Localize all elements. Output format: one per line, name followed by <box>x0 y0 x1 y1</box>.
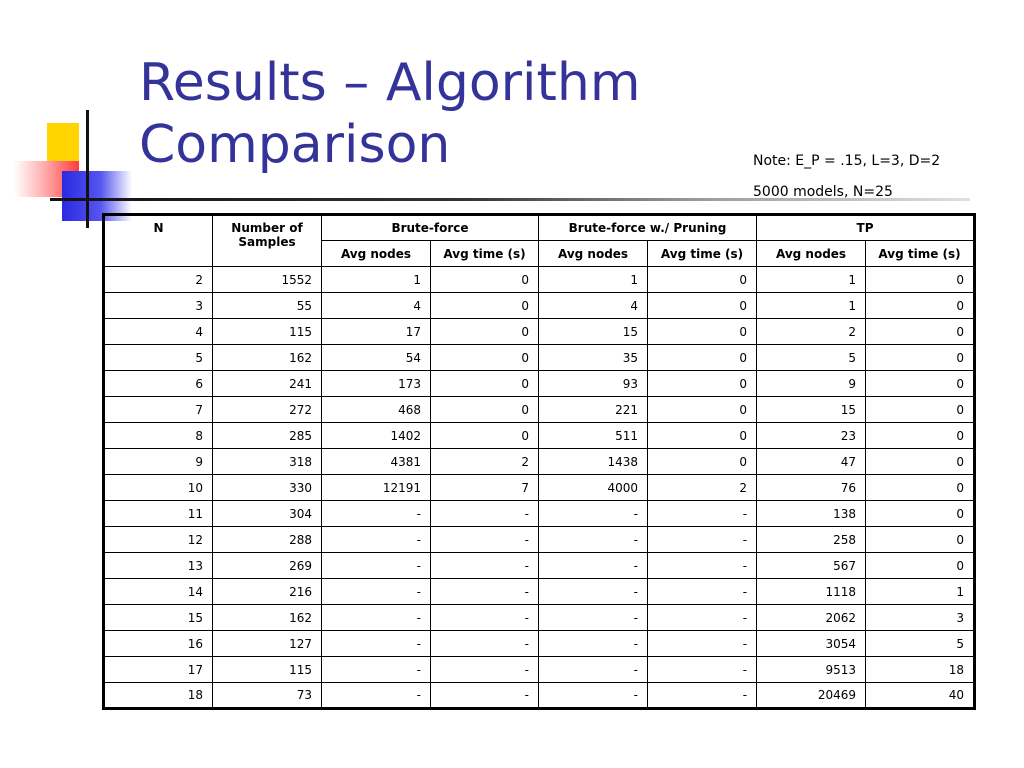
cell-n: 9 <box>104 449 213 475</box>
table-row <box>104 449 975 475</box>
cell-samples: 73 <box>213 683 322 709</box>
cell-tp-avg-time: 0 <box>866 267 975 293</box>
cell-tp-avg-nodes: 9 <box>757 371 866 397</box>
cell-n: 16 <box>104 631 213 657</box>
table-row <box>104 631 975 657</box>
header-n: N <box>104 215 213 267</box>
subheader-tp-avg-nodes: Avg nodes <box>757 241 866 267</box>
cell-n: 15 <box>104 605 213 631</box>
cell-bfp-avg-nodes: - <box>539 683 648 709</box>
cell-samples: 127 <box>213 631 322 657</box>
cell-bf-avg-time: - <box>431 527 539 553</box>
cell-tp-avg-nodes: 1118 <box>757 579 866 605</box>
cell-bf-avg-time: - <box>431 605 539 631</box>
cell-n: 5 <box>104 345 213 371</box>
slide-title <box>139 52 641 176</box>
cell-bfp-avg-time: 0 <box>648 423 757 449</box>
cell-samples: 269 <box>213 553 322 579</box>
cell-bfp-avg-nodes: - <box>539 657 648 683</box>
cell-bfp-avg-nodes: - <box>539 527 648 553</box>
subheader-bfp-avg-nodes: Avg nodes <box>539 241 648 267</box>
cell-bfp-avg-time: 0 <box>648 319 757 345</box>
subheader-bf-avg-time: Avg time (s) <box>431 241 539 267</box>
cell-tp-avg-nodes: 23 <box>757 423 866 449</box>
results-table-body <box>104 267 975 709</box>
cell-n: 14 <box>104 579 213 605</box>
cell-bfp-avg-time: - <box>648 631 757 657</box>
cell-n: 8 <box>104 423 213 449</box>
cell-samples: 162 <box>213 345 322 371</box>
table-row <box>104 371 975 397</box>
cell-samples: 318 <box>213 449 322 475</box>
cell-tp-avg-time: 5 <box>866 631 975 657</box>
cell-samples: 115 <box>213 657 322 683</box>
cell-n: 10 <box>104 475 213 501</box>
cell-bf-avg-time: 2 <box>431 449 539 475</box>
cell-n: 18 <box>104 683 213 709</box>
header-group-tp: TP <box>757 215 975 241</box>
cell-bfp-avg-nodes: 35 <box>539 345 648 371</box>
table-row <box>104 579 975 605</box>
cell-bfp-avg-time: 0 <box>648 267 757 293</box>
subheader-bf-avg-nodes: Avg nodes <box>322 241 431 267</box>
cell-tp-avg-time: 0 <box>866 449 975 475</box>
table-row <box>104 423 975 449</box>
cell-n: 3 <box>104 293 213 319</box>
cell-bf-avg-time: - <box>431 631 539 657</box>
cell-tp-avg-nodes: 258 <box>757 527 866 553</box>
cell-tp-avg-time: 0 <box>866 293 975 319</box>
cell-bfp-avg-time: - <box>648 501 757 527</box>
cell-tp-avg-nodes: 15 <box>757 397 866 423</box>
cell-samples: 330 <box>213 475 322 501</box>
table-row <box>104 267 975 293</box>
results-table <box>102 213 976 710</box>
cell-bfp-avg-time: - <box>648 553 757 579</box>
cell-bf-avg-nodes: - <box>322 579 431 605</box>
header-group-brute-force: Brute-force <box>322 215 539 241</box>
cell-samples: 304 <box>213 501 322 527</box>
note-models: 5000 models, N=25 <box>753 184 893 200</box>
cell-tp-avg-nodes: 567 <box>757 553 866 579</box>
cell-tp-avg-nodes: 3054 <box>757 631 866 657</box>
cell-bf-avg-time: 0 <box>431 371 539 397</box>
cell-n: 6 <box>104 371 213 397</box>
cell-bf-avg-nodes: - <box>322 631 431 657</box>
cell-samples: 216 <box>213 579 322 605</box>
table-row <box>104 605 975 631</box>
cell-tp-avg-nodes: 1 <box>757 293 866 319</box>
cell-bfp-avg-time: - <box>648 527 757 553</box>
table-row <box>104 475 975 501</box>
header-row-groups <box>104 215 975 241</box>
cell-tp-avg-nodes: 2062 <box>757 605 866 631</box>
cell-tp-avg-time: 0 <box>866 553 975 579</box>
cell-samples: 162 <box>213 605 322 631</box>
cell-bfp-avg-time: 0 <box>648 345 757 371</box>
table-row <box>104 657 975 683</box>
cell-bf-avg-time: - <box>431 683 539 709</box>
cell-tp-avg-time: 18 <box>866 657 975 683</box>
cell-bf-avg-time: 0 <box>431 345 539 371</box>
cell-bf-avg-nodes: 12191 <box>322 475 431 501</box>
cell-tp-avg-nodes: 1 <box>757 267 866 293</box>
cell-n: 17 <box>104 657 213 683</box>
cell-tp-avg-time: 0 <box>866 397 975 423</box>
cell-bfp-avg-time: - <box>648 579 757 605</box>
table-row <box>104 293 975 319</box>
cell-n: 4 <box>104 319 213 345</box>
cell-tp-avg-nodes: 2 <box>757 319 866 345</box>
cell-tp-avg-time: 3 <box>866 605 975 631</box>
cell-tp-avg-time: 0 <box>866 423 975 449</box>
subheader-tp-avg-time: Avg time (s) <box>866 241 975 267</box>
cell-bfp-avg-nodes: - <box>539 631 648 657</box>
cell-tp-avg-time: 0 <box>866 501 975 527</box>
cell-bf-avg-time: 0 <box>431 423 539 449</box>
cell-n: 12 <box>104 527 213 553</box>
cell-bfp-avg-nodes: - <box>539 605 648 631</box>
decor-yellow-square <box>47 123 79 161</box>
cell-bf-avg-nodes: 54 <box>322 345 431 371</box>
cell-bf-avg-nodes: - <box>322 553 431 579</box>
decor-vertical-line <box>86 110 89 228</box>
cell-bfp-avg-nodes: 511 <box>539 423 648 449</box>
cell-bfp-avg-time: 0 <box>648 371 757 397</box>
cell-samples: 288 <box>213 527 322 553</box>
cell-bf-avg-nodes: 173 <box>322 371 431 397</box>
table-row <box>104 501 975 527</box>
cell-bfp-avg-nodes: - <box>539 553 648 579</box>
cell-bfp-avg-nodes: - <box>539 579 648 605</box>
cell-tp-avg-nodes: 20469 <box>757 683 866 709</box>
cell-bfp-avg-time: 0 <box>648 449 757 475</box>
cell-bf-avg-nodes: 4 <box>322 293 431 319</box>
cell-bfp-avg-nodes: 93 <box>539 371 648 397</box>
table-row <box>104 345 975 371</box>
cell-bfp-avg-time: 0 <box>648 397 757 423</box>
cell-bfp-avg-nodes: - <box>539 501 648 527</box>
cell-bf-avg-nodes: 4381 <box>322 449 431 475</box>
cell-bf-avg-nodes: - <box>322 527 431 553</box>
slide-title-line1: Results – Algorithm <box>139 53 641 113</box>
cell-samples: 55 <box>213 293 322 319</box>
cell-tp-avg-nodes: 47 <box>757 449 866 475</box>
cell-tp-avg-time: 1 <box>866 579 975 605</box>
cell-tp-avg-nodes: 5 <box>757 345 866 371</box>
cell-bf-avg-time: 7 <box>431 475 539 501</box>
cell-bf-avg-nodes: - <box>322 657 431 683</box>
cell-bf-avg-time: - <box>431 579 539 605</box>
cell-bfp-avg-time: 0 <box>648 293 757 319</box>
cell-bf-avg-nodes: 1402 <box>322 423 431 449</box>
cell-bfp-avg-nodes: 1 <box>539 267 648 293</box>
header-group-brute-force-pruning: Brute-force w./ Pruning <box>539 215 757 241</box>
header-number-of-samples: Number of Samples <box>213 215 322 267</box>
cell-bf-avg-nodes: 1 <box>322 267 431 293</box>
note-parameters: Note: E_P = .15, L=3, D=2 <box>753 153 941 169</box>
cell-bfp-avg-time: - <box>648 683 757 709</box>
cell-samples: 1552 <box>213 267 322 293</box>
cell-bf-avg-nodes: - <box>322 501 431 527</box>
cell-samples: 285 <box>213 423 322 449</box>
cell-bf-avg-time: 0 <box>431 397 539 423</box>
cell-bf-avg-nodes: - <box>322 605 431 631</box>
table-row <box>104 683 975 709</box>
cell-bf-avg-time: - <box>431 657 539 683</box>
cell-bfp-avg-nodes: 15 <box>539 319 648 345</box>
cell-n: 11 <box>104 501 213 527</box>
cell-n: 13 <box>104 553 213 579</box>
cell-n: 7 <box>104 397 213 423</box>
cell-n: 2 <box>104 267 213 293</box>
cell-bfp-avg-time: - <box>648 605 757 631</box>
cell-bf-avg-nodes: - <box>322 683 431 709</box>
cell-tp-avg-time: 0 <box>866 319 975 345</box>
cell-samples: 272 <box>213 397 322 423</box>
cell-bf-avg-nodes: 17 <box>322 319 431 345</box>
cell-bfp-avg-time: - <box>648 657 757 683</box>
slide-title-line2: Comparison <box>139 115 451 175</box>
cell-samples: 115 <box>213 319 322 345</box>
cell-bf-avg-time: 0 <box>431 319 539 345</box>
cell-tp-avg-time: 0 <box>866 345 975 371</box>
subheader-bfp-avg-time: Avg time (s) <box>648 241 757 267</box>
table-row <box>104 397 975 423</box>
cell-tp-avg-nodes: 9513 <box>757 657 866 683</box>
cell-tp-avg-nodes: 138 <box>757 501 866 527</box>
table-row <box>104 553 975 579</box>
cell-bf-avg-nodes: 468 <box>322 397 431 423</box>
cell-bfp-avg-nodes: 4 <box>539 293 648 319</box>
cell-tp-avg-nodes: 76 <box>757 475 866 501</box>
cell-bf-avg-time: 0 <box>431 293 539 319</box>
cell-samples: 241 <box>213 371 322 397</box>
cell-tp-avg-time: 0 <box>866 475 975 501</box>
table-row <box>104 527 975 553</box>
table-row <box>104 319 975 345</box>
cell-bfp-avg-nodes: 1438 <box>539 449 648 475</box>
cell-bfp-avg-nodes: 221 <box>539 397 648 423</box>
cell-tp-avg-time: 0 <box>866 371 975 397</box>
cell-bf-avg-time: - <box>431 553 539 579</box>
cell-bfp-avg-time: 2 <box>648 475 757 501</box>
cell-tp-avg-time: 0 <box>866 527 975 553</box>
cell-bf-avg-time: - <box>431 501 539 527</box>
cell-bfp-avg-nodes: 4000 <box>539 475 648 501</box>
cell-tp-avg-time: 40 <box>866 683 975 709</box>
cell-bf-avg-time: 0 <box>431 267 539 293</box>
